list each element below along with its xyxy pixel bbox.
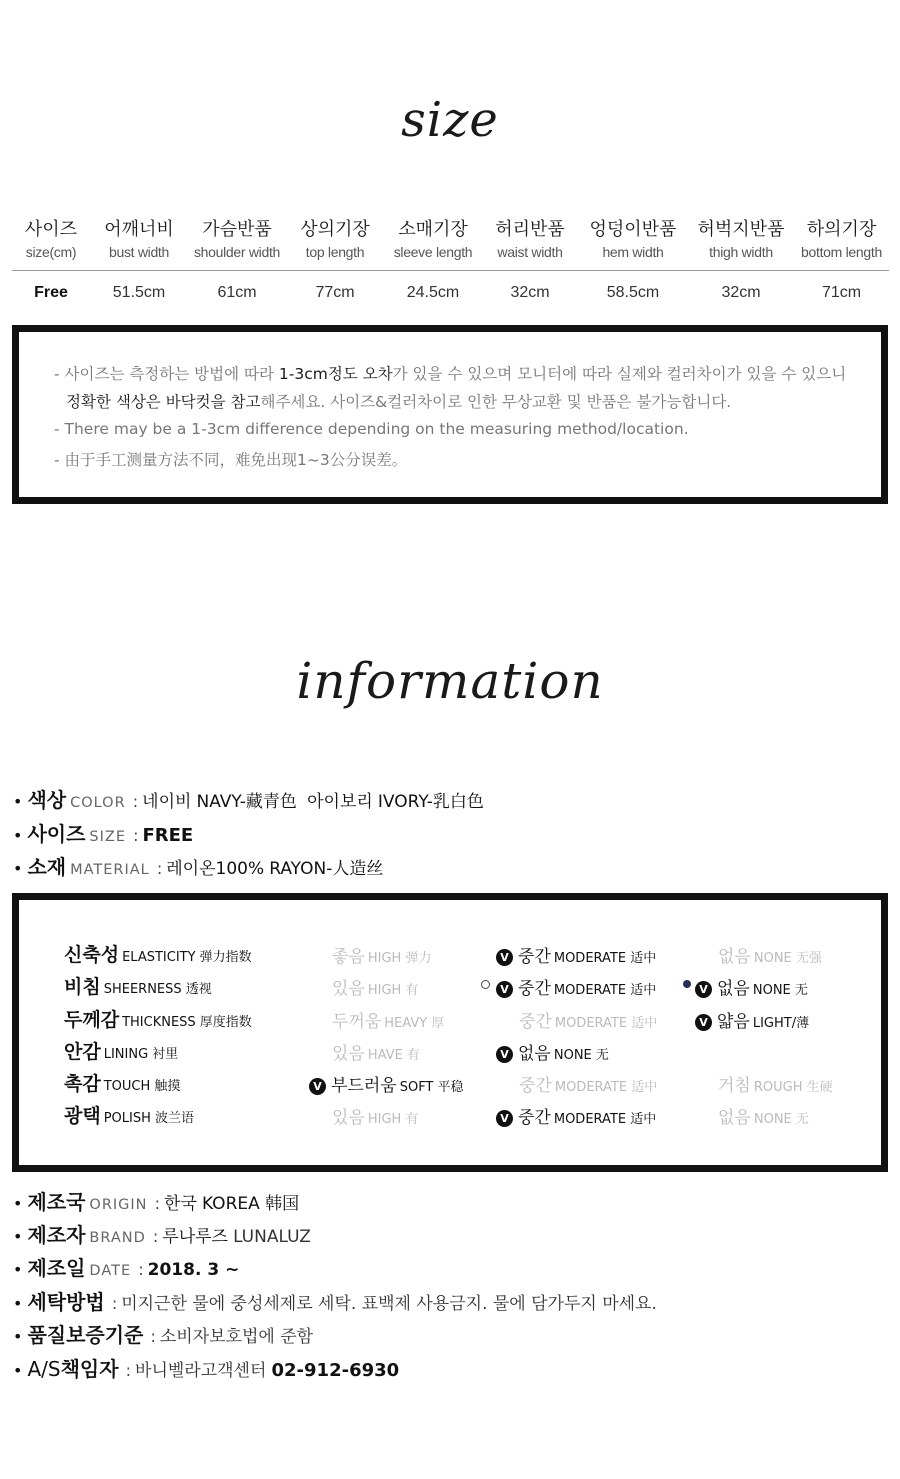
attribute-row-lining: [19, 1037, 881, 1067]
note-text: 해주세요. 사이즈&컬러차이로 인한 무상교환 및 반품은 불가능합니다.: [260, 393, 732, 411]
bullet-icon: •: [13, 1194, 23, 1213]
column-label-ko: 엉덩이반품: [589, 219, 677, 240]
column-label-en: top length: [305, 244, 365, 260]
date-info: [13, 1252, 239, 1281]
attribute-name: 광택: [64, 1105, 101, 1127]
option-have: [332, 1039, 420, 1064]
info-label: 제조일: [27, 1256, 86, 1280]
table-cell: 77cm: [315, 284, 355, 301]
option-label-en: MODERATE 适中: [554, 1016, 658, 1031]
info-label: 사이즈: [27, 822, 86, 846]
warranty-info: [13, 1319, 313, 1348]
bullet-icon: •: [13, 1260, 23, 1279]
option-moderate-selected: [496, 942, 656, 967]
attribute-label: [64, 940, 252, 967]
sleeve-column-header: [384, 212, 482, 270]
option-heavy: [332, 1007, 444, 1032]
size-heading: size: [401, 92, 499, 148]
option-moderate-selected: [496, 974, 656, 999]
color-info: [13, 784, 484, 813]
column-label-ko: 어깨너비: [104, 219, 174, 240]
option-label: 얇음: [717, 1012, 750, 1032]
separator: :: [156, 859, 163, 878]
option-label: 중간: [518, 947, 551, 967]
attribute-row-touch: [19, 1069, 881, 1099]
washing-value: 미지근한 물에 중성세제로 세탁. 표백제 사용금지. 물에 담가두지 마세요.: [121, 1294, 657, 1314]
material-info: [13, 851, 383, 880]
top-length-column-header: [286, 212, 384, 270]
option-label: 중간: [518, 1108, 551, 1128]
info-label-en: SIZE: [89, 829, 126, 845]
option-label-en: NONE 无: [553, 1048, 609, 1063]
note-line-zh: - 由于手工测量方法不同，难免出现1~3公分误差。: [54, 451, 408, 469]
service-center-name: 바니벨라고객센터: [135, 1361, 267, 1381]
option-label: 중간: [519, 1012, 552, 1032]
option-moderate: [519, 1007, 657, 1032]
option-label: 좋음: [332, 947, 365, 967]
table-row: [12, 271, 889, 315]
column-label-ko: 허리반품: [495, 219, 565, 240]
size-note-box: [12, 325, 888, 504]
column-label-en: hem width: [602, 244, 664, 260]
brand-info: [13, 1219, 311, 1248]
attribute-name: 비침: [64, 976, 101, 998]
option-high: [332, 974, 418, 999]
check-icon: V: [496, 949, 513, 966]
info-label: 소재: [27, 855, 67, 879]
material-value: RAYON-人造丝: [269, 859, 384, 879]
filled-dot-icon: [683, 980, 691, 988]
warranty-value: 소비자보호법에 준함: [159, 1327, 314, 1347]
info-label: 제조국: [27, 1190, 86, 1214]
note-line-ko-1: [54, 362, 846, 384]
origin-info: [13, 1186, 299, 1215]
attribute-label: [64, 1069, 180, 1096]
attribute-name: 두께감: [64, 1009, 120, 1031]
shoulder-column-header: [188, 212, 286, 270]
note-text: 가 있을 수 있으며 모니터에 따라 실제와 컬러차이가 있을 수 있으니: [392, 365, 847, 383]
column-label-en: sleeve length: [393, 244, 473, 260]
option-label: 부드러움: [331, 1076, 397, 1096]
info-label-en: BRAND: [89, 1230, 146, 1246]
brand-value: 루나루즈: [162, 1227, 228, 1247]
note-emphasis: 정확한 색상은 바닥컷을 참고: [66, 393, 261, 411]
separator: :: [152, 1227, 159, 1246]
column-label-en: size(cm): [25, 244, 77, 260]
option-high: [332, 1103, 418, 1128]
check-icon: V: [309, 1078, 326, 1095]
option-label-en: MODERATE 适中: [553, 983, 657, 998]
check-icon: V: [695, 981, 712, 998]
option-label-en: MODERATE 适中: [553, 1112, 657, 1127]
hollow-dot-icon: [481, 980, 490, 989]
info-label: 책임자: [60, 1357, 119, 1381]
bullet-icon: •: [13, 1327, 23, 1346]
service-phone: 02-912-6930: [271, 1360, 400, 1381]
option-none: [718, 942, 822, 967]
option-label: 거침: [718, 1076, 751, 1096]
bullet-icon: •: [13, 859, 23, 878]
check-icon: V: [496, 1046, 513, 1063]
info-label-en: MATERIAL: [70, 862, 150, 878]
brand-value: LUNALUZ: [233, 1227, 311, 1247]
separator: :: [154, 1194, 161, 1213]
bottom-length-column-header: [794, 212, 889, 270]
check-icon: V: [496, 1110, 513, 1127]
bullet-icon: •: [13, 792, 23, 811]
option-label: 있음: [332, 1044, 365, 1064]
option-label: 중간: [519, 1076, 552, 1096]
size-value: FREE: [142, 825, 194, 846]
option-label: 없음: [718, 947, 751, 967]
attribute-name-en: LINING 衬里: [103, 1047, 179, 1062]
option-soft-selected: [309, 1071, 464, 1096]
option-label-en: SOFT 平稳: [399, 1080, 464, 1095]
bust-column-header: [90, 212, 188, 270]
option-label: 없음: [518, 1044, 551, 1064]
option-label-en: MODERATE 适中: [553, 951, 657, 966]
attribute-row-thickness: [19, 1005, 881, 1035]
attribute-row-elasticity: [19, 940, 881, 970]
option-none-selected: [496, 1039, 609, 1064]
separator: :: [125, 1361, 132, 1380]
option-moderate: [519, 1071, 657, 1096]
note-line-ko-2: [66, 390, 731, 412]
separator: :: [111, 1294, 118, 1313]
option-moderate-selected: [496, 1103, 656, 1128]
table-cell: 51.5cm: [112, 284, 166, 301]
color-value: NAVY-藏青色: [196, 792, 297, 812]
option-label-en: NONE 无强: [753, 951, 822, 966]
option-label-en: HAVE 有: [367, 1048, 420, 1063]
table-cell: Free: [34, 284, 68, 301]
column-label-en: thigh width: [709, 244, 773, 260]
option-label-en: HIGH 有: [367, 983, 419, 998]
info-label: 제조자: [27, 1223, 86, 1247]
washing-info: [13, 1286, 657, 1315]
option-high: [332, 942, 431, 967]
option-light-selected: [695, 1007, 809, 1032]
option-none-selected: [695, 974, 808, 999]
separator: :: [150, 1327, 156, 1346]
color-value: 아이보리: [307, 792, 373, 812]
note-line-en: - There may be a 1-3cm difference depending on the measuring method/location.: [54, 420, 689, 438]
option-label-en: ROUGH 生硬: [753, 1080, 833, 1095]
bullet-icon: •: [13, 1361, 23, 1380]
option-label: 중간: [518, 979, 551, 999]
option-label-en: HEAVY 厚: [384, 1016, 445, 1031]
attribute-name-en: ELASTICITY 弹力指数: [122, 950, 252, 965]
attribute-name: 촉감: [64, 1073, 101, 1095]
as-info: [13, 1353, 399, 1382]
column-label-en: shoulder width: [193, 244, 281, 260]
waist-column-header: [482, 212, 578, 270]
note-text: - 사이즈는 측정하는 방법에 따라: [54, 365, 279, 383]
column-label-en: bust width: [108, 244, 170, 260]
size-table: [12, 212, 889, 315]
bullet-icon: •: [13, 826, 23, 845]
info-label-en: COLOR: [70, 795, 126, 811]
note-emphasis: 1-3cm정도 오차: [278, 365, 393, 383]
info-label: 세탁방법: [27, 1290, 105, 1314]
attribute-label: [64, 972, 212, 999]
bullet-icon: •: [13, 1294, 23, 1313]
thigh-column-header: [688, 212, 794, 270]
bullet-icon: •: [13, 1227, 23, 1246]
column-label-ko: 상의기장: [300, 219, 370, 240]
table-cell: 58.5cm: [606, 284, 660, 301]
option-label: 있음: [332, 979, 365, 999]
separator: :: [132, 792, 139, 811]
fabric-attributes-box: [12, 893, 888, 1172]
size-table-header: [12, 212, 889, 271]
separator: :: [133, 826, 139, 845]
option-label: 없음: [717, 979, 750, 999]
attribute-name-en: SHEERNESS 透视: [103, 982, 212, 997]
column-label-ko: 가슴반품: [202, 219, 272, 240]
material-value: 레이온100%: [166, 859, 265, 879]
attribute-row-polish: [19, 1101, 881, 1131]
column-label-en: waist width: [497, 244, 563, 260]
check-icon: V: [695, 1014, 712, 1031]
column-label-ko: 허벅지반품: [697, 219, 785, 240]
size-info: [13, 818, 193, 847]
column-label-ko: 하의기장: [806, 219, 877, 240]
size-column-header: [12, 212, 90, 270]
attribute-name-en: TOUCH 触摸: [103, 1079, 181, 1094]
option-label-en: NONE 无: [752, 983, 808, 998]
table-cell: 24.5cm: [406, 284, 460, 301]
table-cell: 32cm: [721, 284, 761, 301]
date-value: 2018. 3 ~: [147, 1260, 240, 1280]
option-rough: [718, 1071, 833, 1096]
origin-value: KOREA 韩国: [201, 1194, 300, 1214]
option-label-en: MODERATE 适中: [554, 1080, 658, 1095]
option-none: [718, 1103, 809, 1128]
attribute-name: 신축성: [64, 944, 120, 966]
attribute-label: [64, 1037, 178, 1064]
origin-value: 한국: [164, 1194, 197, 1214]
color-value: IVORY-乳白色: [377, 792, 484, 812]
option-label: 없음: [718, 1108, 751, 1128]
info-label: 색상: [27, 788, 67, 812]
attribute-name-en: POLISH 波兰语: [103, 1111, 195, 1126]
info-label: A/S: [27, 1357, 61, 1381]
column-label-ko: 사이즈: [24, 219, 78, 240]
table-cell: 61cm: [217, 284, 257, 301]
hem-column-header: [578, 212, 688, 270]
separator: :: [138, 1260, 144, 1279]
attribute-name-en: THICKNESS 厚度指数: [122, 1015, 252, 1030]
attribute-label: [64, 1005, 252, 1032]
check-icon: V: [496, 981, 513, 998]
table-cell: 71cm: [821, 284, 862, 301]
attribute-label: [64, 1101, 194, 1128]
option-label-en: HIGH 弹力: [367, 951, 432, 966]
option-label: 두꺼움: [332, 1012, 382, 1032]
information-heading: information: [296, 652, 604, 710]
option-label: 있음: [332, 1108, 365, 1128]
attribute-row-sheerness: [19, 972, 881, 1002]
info-label-en: ORIGIN: [89, 1197, 148, 1213]
column-label-ko: 소매기장: [398, 219, 468, 240]
attribute-name: 안감: [64, 1041, 101, 1063]
info-label: 품질보증기준: [27, 1323, 144, 1347]
option-label-en: HIGH 有: [367, 1112, 419, 1127]
table-cell: 32cm: [510, 284, 550, 301]
color-value: 네이비: [142, 792, 192, 812]
info-label-en: DATE: [89, 1263, 132, 1279]
column-label-en: bottom length: [801, 244, 882, 260]
option-label-en: NONE 无: [753, 1112, 809, 1127]
option-label-en: LIGHT/薄: [752, 1016, 810, 1031]
